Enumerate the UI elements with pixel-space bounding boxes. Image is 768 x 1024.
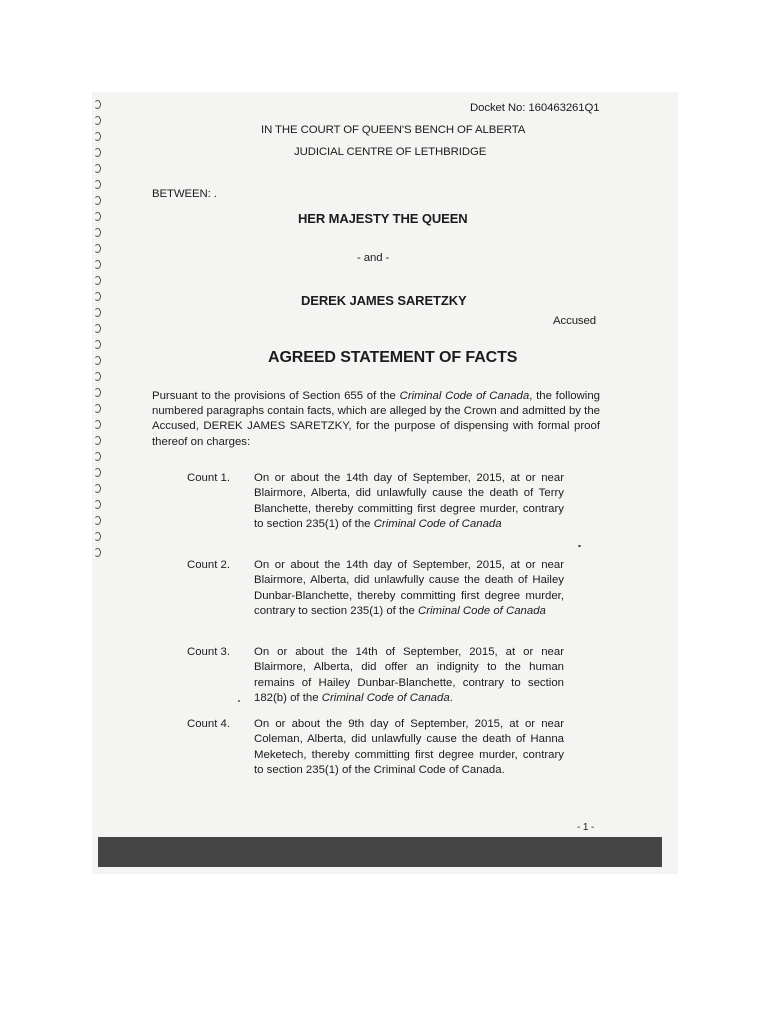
count-4-label: Count 4. [187, 718, 231, 730]
scan-speck [578, 545, 581, 547]
document-title: AGREED STATEMENT OF FACTS [268, 349, 518, 366]
count-1-body: On or about the 14th day of September, 2015, at or near Blairmore, Alberta, did unlawfully cause the death of Terry Blanchette, thereby committing first degree murder, contrary to section 235(1) of the [254, 472, 564, 530]
count-1-text [254, 471, 564, 532]
accused-name: DEREK JAMES SARETZKY [301, 293, 467, 308]
page-number: - 1 - [577, 822, 595, 833]
intro-italic: Criminal Code of Canada [399, 390, 530, 402]
count-3-label: Count 3. [187, 646, 231, 658]
court-name: IN THE COURT OF QUEEN'S BENCH OF ALBERTA [261, 124, 526, 136]
count-3-tail: . [449, 691, 453, 704]
count-4-text [254, 717, 564, 778]
crown-party: HER MAJESTY THE QUEEN [298, 211, 468, 226]
and-separator: - and - [357, 252, 390, 264]
count-2-body: On or about the 14th day of September, 2015, at or near Blairmore, Alberta, did unlawfully cause the death of Hailey Dunbar-Blanchette, thereby committing first degree murder, contrary to section 235(1) of the [254, 559, 564, 617]
judicial-centre: JUDICIAL CENTRE OF LETHBRIDGE [294, 146, 487, 158]
count-1-italic: Criminal Code of Canada [373, 517, 502, 530]
scan-shadow-bar [98, 837, 662, 867]
docket-number: Docket No: 160463261Q1 [470, 102, 600, 114]
count-3-text [254, 645, 564, 706]
count-2-label: Count 2. [187, 559, 231, 571]
count-4-body: On or about the 9th day of September, 2015, at or near Coleman, Alberta, did unlawfully cause the death of Hanna Meketech, thereby committing first degree murder, contrary to section 235(1) of the Criminal Code of Canada. [254, 718, 564, 776]
scan-speck [238, 700, 240, 702]
intro-paragraph [152, 389, 600, 450]
count-2-text [254, 558, 564, 619]
intro-text-2: , the following numbered paragraphs contain facts, which are alleged by the Crown and admitted by the Accused, DEREK JAMES SARETZKY, for the purpose of dispensing with formal proof thereof on charges: [152, 390, 600, 448]
count-2-italic: Criminal Code of Canada [418, 604, 546, 617]
count-3-body: On or about the 14th of September, 2015, at or near Blairmore, Alberta, did offer an indignity to the human remains of Hailey Dunbar-Blanchette, contrary to section 182(b) of the [254, 646, 564, 704]
count-1-label: Count 1. [187, 472, 231, 484]
between-label: BETWEEN: . [152, 188, 217, 200]
count-3-italic: Criminal Code of Canada [321, 691, 450, 704]
intro-text-1: Pursuant to the provisions of Section 655 of the [152, 390, 400, 402]
binding-holes [90, 96, 104, 576]
accused-role: Accused [553, 315, 596, 327]
